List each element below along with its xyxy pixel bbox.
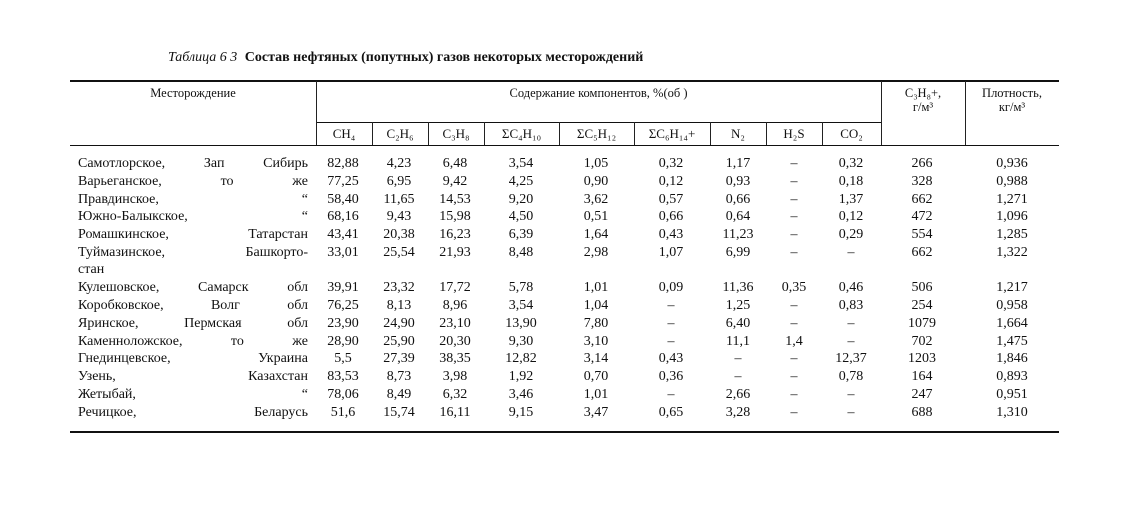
- table-title: Состав нефтяных (попутных) газов некоторых месторождений: [244, 50, 644, 65]
- table-cell: 0,32: [838, 156, 864, 171]
- table-cell: 472: [911, 209, 933, 225]
- table-cell: 3,14: [583, 351, 609, 367]
- table-cell: –: [847, 404, 855, 420]
- table-row: [78, 279, 1058, 297]
- table-cell: –: [790, 173, 798, 189]
- header-ch4: CH₄: [332, 126, 356, 141]
- table-cell: 0,43: [658, 351, 684, 367]
- field-name: Гнединцевское, Украина: [78, 351, 308, 367]
- table-cell: 1,17: [725, 156, 751, 171]
- table-cell: 1,096: [996, 209, 1028, 225]
- field-name: Жетыбай, “: [78, 386, 308, 402]
- table-row: [78, 226, 1058, 244]
- table-cell: 6,39: [508, 227, 534, 242]
- table-cell: 1,37: [838, 191, 864, 207]
- table-cell: 11,1: [726, 333, 750, 349]
- table-cell: –: [790, 369, 798, 384]
- table-cell: –: [734, 351, 742, 367]
- table-cell: 1,01: [583, 386, 609, 402]
- table-cell: 9,42: [442, 173, 468, 189]
- field-name: Коробковское, Волг обл: [78, 298, 308, 313]
- table-row: [78, 244, 1058, 280]
- table-cell: 0,66: [658, 209, 684, 225]
- table-cell: 0,936: [996, 156, 1028, 171]
- table-cell: 58,40: [327, 191, 359, 207]
- table-cell: –: [790, 386, 798, 402]
- table-cell: 77,25: [327, 173, 359, 189]
- table-cell: 39,91: [327, 280, 359, 296]
- table-cell: 8,48: [508, 244, 534, 260]
- header-bottom-rule: [70, 145, 1059, 146]
- table-cell: 0,83: [838, 298, 864, 313]
- table-caption: [168, 50, 643, 66]
- table-row: [78, 208, 1058, 226]
- table-cell: 554: [911, 227, 933, 242]
- table-cell: 1,64: [583, 227, 609, 242]
- table-cell: –: [790, 156, 798, 171]
- table-cell: 27,39: [383, 351, 415, 367]
- header-density-line1: Плотность,: [982, 86, 1042, 100]
- table-cell: 8,49: [386, 386, 412, 402]
- table-cell: 0,36: [658, 369, 684, 384]
- table-cell: 0,78: [838, 369, 864, 384]
- table-cell: 1,664: [996, 315, 1028, 331]
- table-cell: 4,23: [386, 156, 412, 171]
- table-cell: 8,73: [386, 369, 412, 384]
- table-cell: –: [790, 244, 798, 260]
- table-cell: 33,01: [327, 244, 359, 260]
- field-name-line: стан: [78, 261, 105, 277]
- table-cell: 0,57: [658, 191, 684, 207]
- field-name: Кулешовское, Самарск обл: [78, 280, 308, 296]
- table-cell: 0,958: [996, 298, 1028, 313]
- table-cell: 6,48: [442, 156, 468, 171]
- header-c3h8: [881, 86, 965, 114]
- table-cell: 8,13: [386, 298, 412, 313]
- table-cell: 8,96: [442, 298, 468, 313]
- table-cell: 14,53: [439, 191, 471, 207]
- table-cell: –: [847, 333, 855, 349]
- table-cell: 0,893: [996, 369, 1028, 384]
- table-cell: 9,43: [386, 209, 412, 225]
- table-cell: 43,41: [327, 227, 359, 242]
- table-cell: 266: [911, 156, 933, 171]
- table-cell: 1,217: [996, 280, 1028, 296]
- table-cell: 662: [911, 191, 933, 207]
- table-cell: 0,988: [996, 173, 1028, 189]
- table-cell: –: [790, 191, 798, 207]
- table-cell: –: [790, 315, 798, 331]
- table-cell: –: [790, 209, 798, 225]
- table-cell: 0,70: [583, 369, 609, 384]
- table-cell: 0,93: [725, 173, 751, 189]
- table-cell: 0,64: [725, 209, 751, 225]
- table-row: [78, 155, 1058, 173]
- table-row: [78, 386, 1058, 404]
- table-cell: 23,90: [327, 315, 359, 331]
- table-cell: 21,93: [439, 244, 471, 260]
- table-cell: 1,475: [996, 333, 1028, 349]
- header-c6h14: ΣC₆H₁₄+: [648, 126, 696, 141]
- table-cell: 328: [911, 173, 933, 189]
- table-cell: 0,43: [658, 227, 684, 242]
- table-cell: 4,25: [508, 173, 534, 189]
- table-cell: 1,4: [785, 333, 803, 349]
- table-cell: 11,23: [722, 227, 754, 242]
- table-row: [78, 333, 1058, 351]
- table-number: Таблица 6 3: [168, 50, 238, 65]
- table-cell: 23,32: [383, 280, 415, 296]
- table-cell: 0,12: [658, 173, 684, 189]
- header-components-group: Содержание компонентов, %(об ): [509, 86, 688, 100]
- table-cell: 5,78: [508, 280, 534, 296]
- table-cell: 6,95: [386, 173, 412, 189]
- field-name: Каменноложское, то же: [78, 333, 308, 349]
- table-cell: 20,30: [439, 333, 471, 349]
- table-cell: 82,88: [327, 156, 359, 171]
- table-cell: 1,05: [583, 156, 609, 171]
- table-cell: 6,32: [442, 386, 468, 402]
- table-cell: –: [847, 315, 855, 331]
- table-cell: 3,98: [442, 369, 468, 384]
- table-cell: 11,65: [383, 191, 415, 207]
- table-row: [78, 368, 1058, 386]
- table-cell: –: [790, 404, 798, 420]
- table-cell: 1,92: [508, 369, 534, 384]
- field-name: [78, 244, 308, 278]
- header-c3h8-pct: C₃H₈: [442, 126, 470, 141]
- table-cell: 7,80: [583, 315, 609, 331]
- field-name: Варьеганское, то же: [78, 173, 308, 189]
- field-name: Узень, Казахстан: [78, 369, 308, 384]
- header-h2s: H₂S: [783, 126, 805, 141]
- header-c3h8-line1: C₃H₈+,: [904, 86, 942, 100]
- table-cell: –: [847, 386, 855, 402]
- table-cell: 0,09: [658, 280, 684, 296]
- field-name: Речицкое, Беларусь: [78, 404, 308, 420]
- table-cell: 11,36: [722, 280, 754, 296]
- table-cell: 5,5: [334, 351, 352, 367]
- table-cell: 0,65: [658, 404, 684, 420]
- table-cell: –: [790, 298, 798, 313]
- table-cell: 38,35: [439, 351, 471, 367]
- table-cell: 12,37: [835, 351, 867, 367]
- table-cell: 13,90: [505, 315, 537, 331]
- table-cell: 0,90: [583, 173, 609, 189]
- table-cell: 688: [911, 404, 933, 420]
- table-cell: 51,6: [330, 404, 356, 420]
- table-cell: 3,62: [583, 191, 609, 207]
- table-cell: 506: [911, 280, 933, 296]
- field-name: Ромашкинское, Татарстан: [78, 227, 308, 242]
- table-cell: 0,46: [838, 280, 864, 296]
- table-cell: 15,74: [383, 404, 415, 420]
- table-cell: 1,04: [583, 298, 609, 313]
- table-cell: 23,10: [439, 315, 471, 331]
- table-cell: 1,846: [996, 351, 1028, 367]
- table-cell: –: [667, 315, 675, 331]
- top-rule: [70, 80, 1059, 82]
- table-cell: 3,54: [508, 298, 534, 313]
- header-density-line2: кг/м³: [998, 100, 1026, 114]
- table-cell: 6,99: [725, 244, 751, 260]
- table-cell: 0,29: [838, 227, 864, 242]
- table-cell: 68,16: [327, 209, 359, 225]
- table-cell: 17,72: [439, 280, 471, 296]
- header-co2: CO₂: [840, 126, 863, 141]
- table-cell: 83,53: [327, 369, 359, 384]
- table-cell: 9,30: [508, 333, 534, 349]
- field-name-line: Туймазинское, Башкорто-: [78, 244, 308, 260]
- table-cell: 3,28: [725, 404, 751, 420]
- field-name: Южно-Балыкское, “: [78, 209, 308, 225]
- table-cell: 3,47: [583, 404, 609, 420]
- table-cell: 15,98: [439, 209, 471, 225]
- field-name: Яринское, Пермская обл: [78, 315, 308, 331]
- table-cell: 1,271: [996, 191, 1028, 207]
- table-cell: 3,46: [508, 386, 534, 402]
- table-cell: 3,54: [508, 156, 534, 171]
- table-cell: 0,51: [583, 209, 609, 225]
- table-cell: 0,32: [658, 156, 684, 171]
- table-cell: –: [734, 369, 742, 384]
- header-field: Месторождение: [150, 86, 236, 100]
- table-cell: –: [667, 298, 675, 313]
- header-n2: N₂: [731, 126, 745, 141]
- header-c2h6: C₂H₆: [386, 126, 414, 141]
- table-cell: 4,50: [508, 209, 534, 225]
- table-cell: 1079: [908, 315, 936, 331]
- header-c5h12: ΣC₅H₁₂: [576, 126, 617, 141]
- table-cell: –: [667, 333, 675, 349]
- table-cell: 28,90: [327, 333, 359, 349]
- table-cell: 25,90: [383, 333, 415, 349]
- table-row: [78, 350, 1058, 368]
- table-cell: 76,25: [327, 298, 359, 313]
- table-cell: –: [790, 351, 798, 367]
- table-cell: 164: [911, 369, 933, 384]
- table-cell: 247: [911, 386, 933, 402]
- table-cell: 1,310: [996, 404, 1028, 420]
- table-cell: 0,35: [781, 280, 807, 296]
- table-cell: 0,18: [838, 173, 864, 189]
- table-cell: 2,98: [583, 244, 609, 260]
- header-mid-rule: [316, 122, 881, 123]
- table-row: [78, 191, 1058, 209]
- table-cell: –: [667, 386, 675, 402]
- table-cell: 1,322: [996, 244, 1028, 260]
- table-cell: 16,23: [439, 227, 471, 242]
- table-cell: 20,38: [383, 227, 415, 242]
- table-cell: 1,25: [725, 298, 751, 313]
- table-cell: 6,40: [725, 315, 751, 331]
- bottom-rule: [70, 431, 1059, 433]
- table-row: [78, 297, 1058, 315]
- table-body: [78, 155, 1058, 421]
- field-name: Самотлорское, Зап Сибирь: [78, 156, 308, 171]
- table-cell: 1,01: [583, 280, 609, 296]
- table-row: [78, 315, 1058, 333]
- table-cell: 1203: [908, 351, 936, 367]
- table-cell: 16,11: [439, 404, 471, 420]
- table-cell: 2,66: [725, 386, 751, 402]
- table-cell: –: [790, 227, 798, 242]
- table-cell: 254: [911, 298, 933, 313]
- table-cell: –: [847, 244, 855, 260]
- table-cell: 702: [911, 333, 933, 349]
- table-cell: 12,82: [505, 351, 537, 367]
- field-name: Правдинское, “: [78, 191, 308, 207]
- header-c4h10: ΣC₄H₁₀: [501, 126, 542, 141]
- table-cell: 0,12: [838, 209, 864, 225]
- table-row: [78, 404, 1058, 422]
- table-row: [78, 173, 1058, 191]
- table-cell: 78,06: [327, 386, 359, 402]
- table-cell: 9,20: [508, 191, 534, 207]
- table-cell: 0,951: [996, 386, 1028, 402]
- header-c3h8-line2: г/м³: [912, 100, 934, 114]
- table-cell: 1,07: [658, 244, 684, 260]
- table-cell: 1,285: [996, 227, 1028, 242]
- table-cell: 662: [911, 244, 933, 260]
- table-cell: 3,10: [583, 333, 609, 349]
- table-cell: 24,90: [383, 315, 415, 331]
- table-cell: 9,15: [508, 404, 534, 420]
- table-cell: 25,54: [383, 244, 415, 260]
- table-cell: 0,66: [725, 191, 751, 207]
- header-density: [965, 86, 1059, 114]
